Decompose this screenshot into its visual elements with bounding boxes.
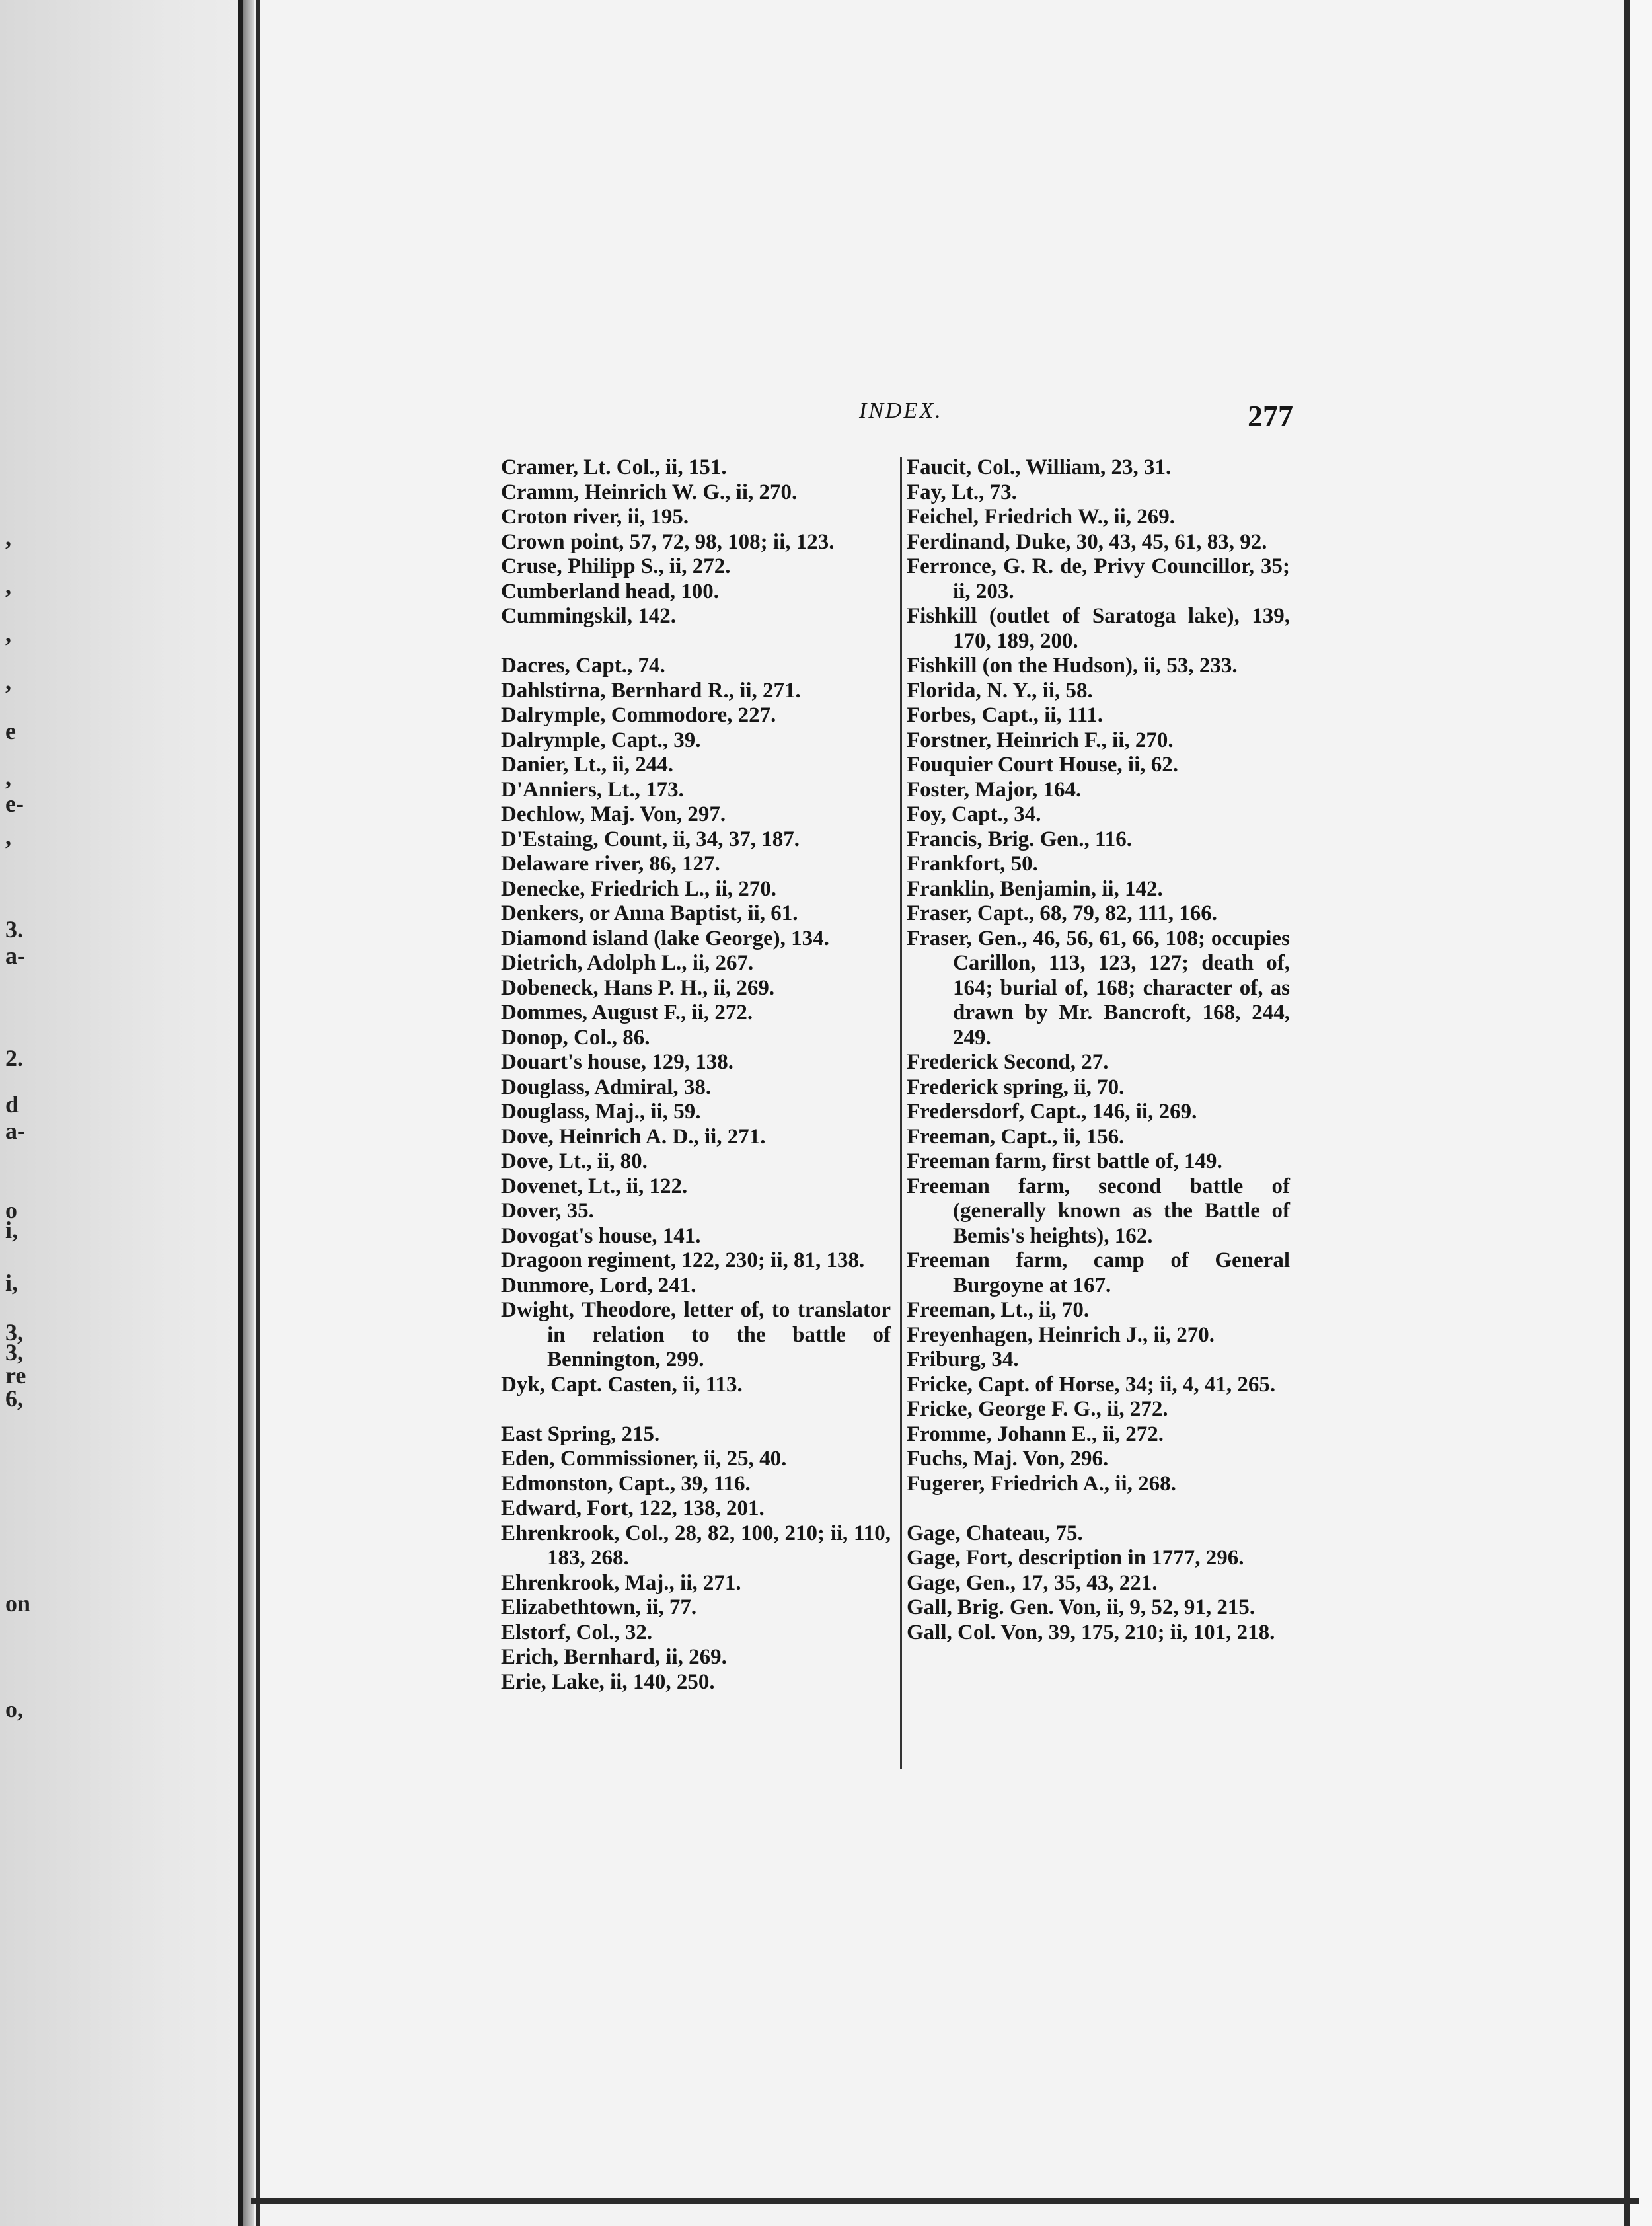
index-entry: Diamond island (lake George), 134. <box>501 926 829 950</box>
index-entry: Frederick spring, ii, 70. <box>907 1075 1125 1099</box>
index-entry: Faucit, Col., William, 23, 31. <box>907 455 1172 479</box>
index-entry: Dwight, Theodore, letter of, to translator in relation to the battle of Bennington, 299. <box>501 1298 891 1371</box>
page-bottom-edge <box>251 2198 1639 2204</box>
index-entry: Freeman, Lt., ii, 70. <box>907 1298 1090 1322</box>
index-entry: Freeman farm, first battle of, 149. <box>907 1149 1222 1173</box>
index-entry: Friburg, 34. <box>907 1348 1019 1371</box>
index-entry: Ferronce, G. R. de, Privy Councillor, 35; ii, 203. <box>907 555 1290 603</box>
index-entry: Dahlstirna, Bernhard R., ii, 271. <box>501 678 801 703</box>
gutter-shadow <box>238 0 243 2226</box>
index-entry: Gage, Fort, description in 1777, 296. <box>907 1546 1244 1570</box>
index-entry: Dover, 35. <box>501 1199 594 1223</box>
bleed-fragment: , <box>5 621 11 647</box>
index-entry: Dacres, Capt., 74. <box>501 654 665 677</box>
gutter-gradient <box>243 0 254 2226</box>
index-entry: Gage, Chateau, 75. <box>907 1521 1083 1545</box>
index-entry: Dietrich, Adolph L., ii, 267. <box>501 951 754 975</box>
index-entry: Forbes, Capt., ii, 111. <box>907 703 1104 727</box>
index-entry: Gall, Brig. Gen. Von, ii, 9, 52, 91, 215. <box>907 1595 1256 1619</box>
index-entry: Forstner, Heinrich F., ii, 270. <box>907 728 1174 752</box>
index-entry: Edmonston, Capt., 39, 116. <box>501 1471 751 1496</box>
index-entry: Erich, Bernhard, ii, 269. <box>501 1645 727 1669</box>
index-entry: Denkers, or Anna Baptist, ii, 61. <box>501 902 798 925</box>
index-entry: Fraser, Capt., 68, 79, 82, 111, 166. <box>907 902 1217 925</box>
page-right-edge <box>1624 0 1630 2226</box>
index-entry: Elizabethtown, ii, 77. <box>501 1595 697 1619</box>
bleed-fragment: o, <box>5 1696 23 1722</box>
index-entry: Freyenhagen, Heinrich J., ii, 270. <box>907 1323 1215 1347</box>
bleed-fragment: , <box>5 764 11 790</box>
bleed-fragment: a- <box>5 942 25 969</box>
index-entry: Fromme, Johann E., ii, 272. <box>907 1422 1164 1446</box>
index-entry: Fouquier Court House, ii, 62. <box>907 753 1179 777</box>
index-entry: Donop, Col., 86. <box>501 1025 650 1050</box>
bleed-fragment: 2. <box>5 1045 23 1071</box>
index-entry: Foster, Major, 164. <box>907 777 1082 802</box>
index-entry: Freeman farm, second battle of (generally known as the Battle of Bemis's heights), 162. <box>907 1174 1290 1248</box>
section-gap <box>501 1397 891 1422</box>
index-entry: Elstorf, Col., 32. <box>501 1620 653 1644</box>
index-entry: Douglass, Maj., ii, 59. <box>501 1100 701 1124</box>
bleed-fragment: , <box>5 824 11 850</box>
index-entry: Dunmore, Lord, 241. <box>501 1273 696 1297</box>
index-entry: Cramm, Heinrich W. G., ii, 270. <box>501 480 798 504</box>
index-entry: Dobeneck, Hans P. H., ii, 269. <box>501 976 775 1000</box>
index-entry: Dovogat's house, 141. <box>501 1223 701 1248</box>
section-gap <box>907 1496 1290 1521</box>
index-entry: Fredersdorf, Capt., 146, ii, 269. <box>907 1100 1197 1124</box>
index-entry: Ehrenkrook, Maj., ii, 271. <box>501 1570 741 1595</box>
index-entry: D'Anniers, Lt., 173. <box>501 777 684 802</box>
index-entry: Dommes, August F., ii, 272. <box>501 1001 753 1024</box>
index-entry: Gall, Col. Von, 39, 175, 210; ii, 101, 218. <box>907 1620 1275 1644</box>
index-entry: Fricke, George F. G., ii, 272. <box>907 1397 1168 1421</box>
index-entry: Denecke, Friedrich L., ii, 270. <box>501 876 777 901</box>
index-entry: Dalrymple, Commodore, 227. <box>501 703 776 727</box>
index-entry: Cruse, Philipp S., ii, 272. <box>501 555 731 578</box>
bleed-fragment: re <box>5 1362 26 1389</box>
index-entry: Delaware river, 86, 127. <box>501 852 720 876</box>
index-entry: Eden, Commissioner, ii, 25, 40. <box>501 1447 787 1471</box>
index-entry: Cummingskil, 142. <box>501 604 676 628</box>
index-entry: Fay, Lt., 73. <box>907 480 1017 504</box>
running-header: INDEX. <box>859 399 943 423</box>
bleed-fragment: a- <box>5 1118 25 1144</box>
index-entry: Cramer, Lt. Col., ii, 151. <box>501 455 727 479</box>
index-entry: Fuchs, Maj. Von, 296. <box>907 1447 1109 1471</box>
index-entry: Dovenet, Lt., ii, 122. <box>501 1174 688 1198</box>
index-entry: D'Estaing, Count, ii, 34, 37, 187. <box>501 827 800 851</box>
index-entry: Feichel, Friedrich W., ii, 269. <box>907 505 1176 529</box>
index-entry: Gage, Gen., 17, 35, 43, 221. <box>907 1570 1158 1595</box>
index-entry: Ferdinand, Duke, 30, 43, 45, 61, 83, 92. <box>907 529 1267 554</box>
left-page-edge <box>0 0 241 2226</box>
index-entry: East Spring, 215. <box>501 1422 660 1446</box>
bleed-fragment: o <box>5 1197 17 1223</box>
index-entry: Dechlow, Maj. Von, 297. <box>501 802 726 826</box>
index-entry: Fishkill (on the Hudson), ii, 53, 233. <box>907 654 1238 677</box>
index-entry: Ehrenkrook, Col., 28, 82, 100, 210; ii, 110, 183, 268. <box>501 1521 891 1570</box>
bleed-fragment: e- <box>5 790 24 817</box>
index-entry: Croton river, ii, 195. <box>501 505 689 529</box>
index-entry: Franklin, Benjamin, ii, 142. <box>907 876 1163 901</box>
bleed-fragment: on <box>5 1590 31 1617</box>
bleed-fragment: , <box>5 668 11 695</box>
index-entry: Foy, Capt., 34. <box>907 802 1041 826</box>
index-entry: Crown point, 57, 72, 98, 108; ii, 123. <box>501 529 835 554</box>
bleed-fragment: , <box>5 572 11 599</box>
scan-margin <box>1630 0 1652 2226</box>
index-entry: Dalrymple, Capt., 39. <box>501 728 701 752</box>
index-entry: Dyk, Capt. Casten, ii, 113. <box>501 1372 743 1397</box>
index-entry: Cumberland head, 100. <box>501 579 720 603</box>
bleed-fragment: 3, <box>5 1339 23 1365</box>
index-entry: Fugerer, Friedrich A., ii, 268. <box>907 1471 1176 1496</box>
column-divider <box>900 457 902 1769</box>
index-entry: Frederick Second, 27. <box>907 1050 1109 1074</box>
index-entry: Danier, Lt., ii, 244. <box>501 753 673 777</box>
index-entry: Dragoon regiment, 122, 230; ii, 81, 138. <box>501 1248 865 1272</box>
index-entry: Florida, N. Y., ii, 58. <box>907 678 1093 703</box>
index-entry: Douglass, Admiral, 38. <box>501 1075 712 1099</box>
bleed-fragment: d <box>5 1091 19 1118</box>
index-entry: Edward, Fort, 122, 138, 201. <box>501 1496 765 1520</box>
index-entry: Dove, Heinrich A. D., ii, 271. <box>501 1124 766 1149</box>
bleed-fragment: 6, <box>5 1385 23 1412</box>
section-gap <box>501 629 891 654</box>
index-entry: Dove, Lt., ii, 80. <box>501 1149 648 1173</box>
index-entry: Erie, Lake, ii, 140, 250. <box>501 1670 715 1694</box>
index-entry: Fricke, Capt. of Horse, 34; ii, 4, 41, 265. <box>907 1372 1276 1397</box>
index-column-left <box>501 455 891 1695</box>
index-entry: Fishkill (outlet of Saratoga lake), 139, 170, 189, 200. <box>907 604 1290 653</box>
index-entry: Frankfort, 50. <box>907 852 1038 876</box>
bleed-fragment: i, <box>5 1217 19 1243</box>
index-entry: Freeman farm, camp of General Burgoyne at 167. <box>907 1248 1290 1297</box>
index-entry: Freeman, Capt., ii, 156. <box>907 1124 1125 1149</box>
bleed-fragment: e <box>5 718 16 744</box>
bleed-fragment: 3. <box>5 916 23 942</box>
index-column-right <box>907 455 1290 1645</box>
bleed-fragment: i, <box>5 1270 19 1296</box>
index-entry: Douart's house, 129, 138. <box>501 1050 734 1074</box>
bleed-fragment: 3, <box>5 1319 23 1346</box>
bleed-fragment: , <box>5 524 11 551</box>
index-entry: Fraser, Gen., 46, 56, 61, 66, 108; occupies Carillon, 113, 123, 127; death of, 164; burial of, 168; character of, as drawn by Mr. Bancroft, 168, 244, 249. <box>907 926 1290 1050</box>
index-entry: Francis, Brig. Gen., 116. <box>907 827 1132 851</box>
page-number: 277 <box>1248 399 1293 433</box>
